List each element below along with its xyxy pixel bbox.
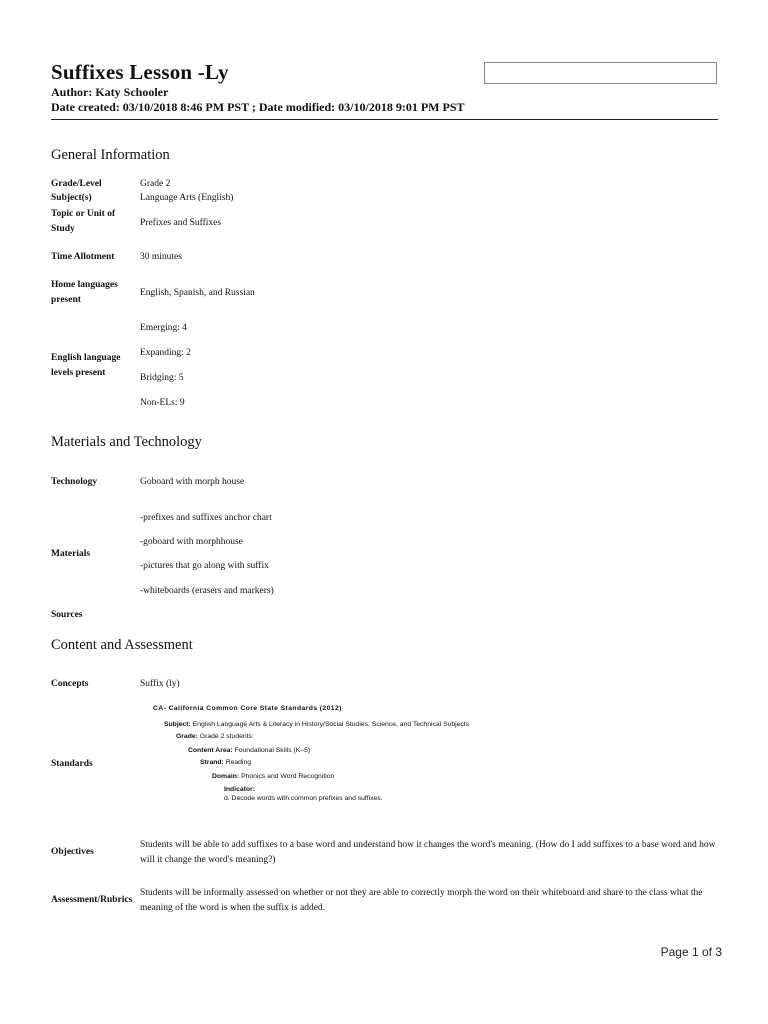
english-levels-label: English language levels present — [51, 353, 121, 378]
page-number: Page 1 of 3 — [660, 945, 722, 959]
date-line: Date created: 03/10/2018 8:46 PM PST ; Date modified: 03/10/2018 9:01 PM PST — [51, 100, 465, 114]
topic-value: Prefixes and Suffixes — [140, 218, 222, 228]
assessment-value: Students will be informally assessed on whether or not they are able to correctly morph the word on their whiteboard and share to the class what the meaning of the word is when the suffix is added. — [140, 888, 703, 913]
assessment-label: Assessment/Rubrics — [51, 895, 133, 905]
standard-domain: Domain: Phonics and Word Recognition — [212, 773, 335, 780]
materials-item: -prefixes and suffixes anchor chart — [140, 513, 272, 523]
el-level-item: Non-ELs: 9 — [140, 398, 185, 408]
grade-value: Grade 2 — [140, 179, 171, 189]
materials-label: Materials — [51, 549, 91, 559]
standard-indicator: Indicator: d. Decode words with common prefixes and suffixes. — [224, 786, 383, 802]
subject-value: Language Arts (English) — [140, 193, 234, 203]
home-languages-label: Home languages present — [51, 280, 118, 305]
materials-item: -goboard with morphhouse — [140, 537, 243, 547]
standard-grade: Grade: Grade 2 students: — [176, 733, 254, 740]
section-heading-materials: Materials and Technology — [51, 434, 202, 450]
grade-label: Grade/Level — [51, 179, 102, 189]
topic-label: Topic or Unit of Study — [51, 209, 116, 234]
el-level-item: Emerging: 4 — [140, 323, 188, 333]
document-title: Suffixes Lesson -Ly — [51, 60, 229, 84]
concepts-value: Suffix (ly) — [140, 679, 180, 689]
materials-item: -pictures that go along with suffix — [140, 561, 269, 571]
standard-subject: Subject: English Language Arts & Literacy in History/Social Studies, Science, and Technical Subjects — [164, 721, 470, 728]
author-line: Author: Katy Schooler — [51, 85, 169, 99]
concepts-label: Concepts — [51, 679, 89, 689]
section-heading-content: Content and Assessment — [51, 637, 193, 653]
materials-item: -whiteboards (erasers and markers) — [140, 586, 274, 596]
el-level-item: Expanding: 2 — [140, 348, 191, 358]
sources-label: Sources — [51, 610, 83, 620]
subject-label: Subject(s) — [51, 193, 92, 203]
el-level-item: Bridging: 5 — [140, 373, 184, 383]
technology-value: Goboard with morph house — [140, 477, 245, 487]
time-label: Time Allotment — [51, 252, 115, 262]
home-languages-value: English, Spanish, and Russian — [140, 288, 255, 298]
standard-strand: Strand: Reading — [200, 759, 252, 766]
standards-label: Standards — [51, 759, 93, 769]
standard-content-area: Content Area: Foundational Skills (K–5) — [188, 747, 311, 754]
section-heading-general: General Information — [51, 147, 170, 163]
header-divider — [51, 119, 718, 120]
objectives-value: Students will be able to add suffixes to a base word and understand how it changes the word's meaning. (How do I add suffixes to a base word and how will it change the word's meaning?) — [140, 840, 716, 865]
objectives-label: Objectives — [51, 847, 94, 857]
header-text-box — [484, 62, 717, 84]
standards-framework: CA- California Common Core State Standards (2012) — [153, 705, 342, 712]
time-value: 30 minutes — [140, 252, 182, 262]
technology-label: Technology — [51, 477, 98, 487]
